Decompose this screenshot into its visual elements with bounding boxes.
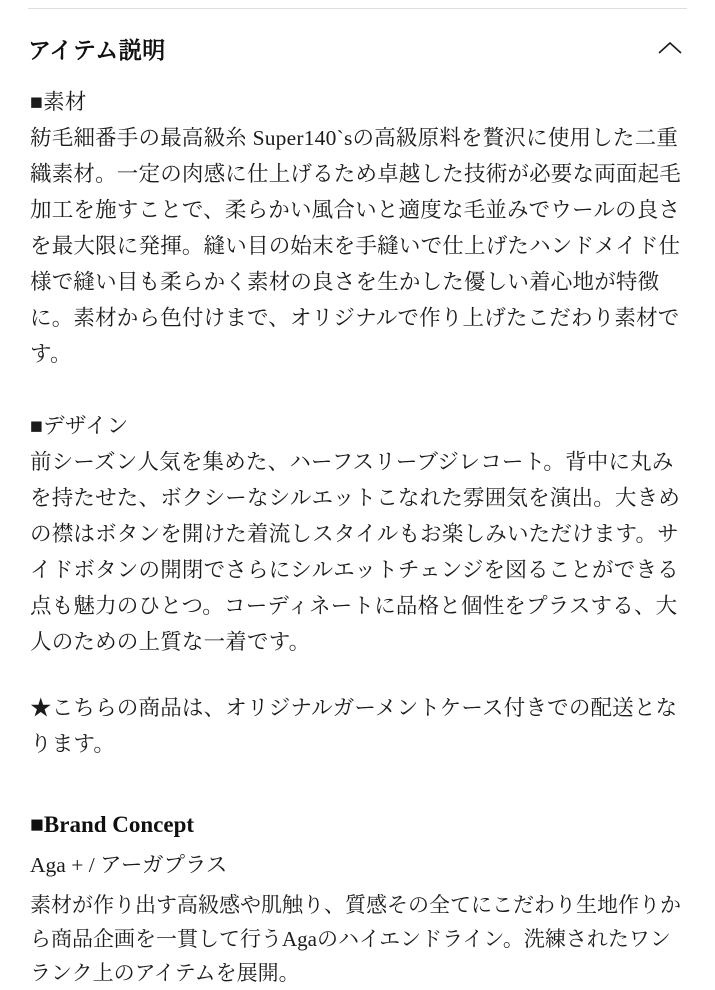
garment-case-note: ★こちらの商品は、オリジナルガーメントケース付きでの配送となります。 bbox=[30, 696, 678, 756]
material-body: 紡毛細番手の最高級糸 Super140`sの高級原料を贅沢に使用した二重織素材。一定の肉感に仕上げるため卓越した技術が必要な両面起毛加工を施すことで、柔らかい風合いと適度な毛並みでウールの良さを最大限に発揮。縫い目の始末を手縫いで仕上げたハンドメイド仕様で縫い目も柔らかく素材の良さを生かした優しい着心地が特徴に。素材から色付けまで、オリジナルで作り上げたこだわり素材です。 bbox=[30, 126, 682, 366]
item-description-header[interactable] bbox=[28, 26, 687, 70]
design-body: 前シーズン人気を集めた、ハーフスリーブジレコート。背中に丸みを持たせた、ボクシーなシルエットこなれた雰囲気を演出。大きめの襟はボタンを開けた着流しスタイルもお楽しみいただけます。サイドボタンの開閉でさらにシルエットチェンジを図ることができる点も魅力のひとつ。コーディネートに品格と個性をプラスする、大人のための上質な一着です。 bbox=[30, 450, 681, 654]
brand-name: Aga + / アーガプラス bbox=[30, 853, 228, 877]
brand-concept-heading: ■Brand Concept bbox=[30, 812, 195, 837]
top-divider bbox=[28, 8, 687, 9]
chevron-up-icon[interactable] bbox=[653, 31, 687, 65]
page-title: アイテム説明 bbox=[28, 36, 166, 63]
design-heading: ■デザイン bbox=[30, 414, 129, 438]
spacer bbox=[30, 660, 688, 690]
spacer bbox=[30, 372, 688, 408]
brand-description: 素材が作り出す高級感や肌触り、質感その全てにこだわり生地作りから商品企画を一貫して行うAgaのハイエンドライン。洗練されたワンランク上のアイテムを展開。 bbox=[30, 893, 681, 985]
spacer bbox=[30, 762, 688, 808]
description-body bbox=[30, 84, 688, 990]
material-heading: ■素材 bbox=[30, 90, 87, 114]
